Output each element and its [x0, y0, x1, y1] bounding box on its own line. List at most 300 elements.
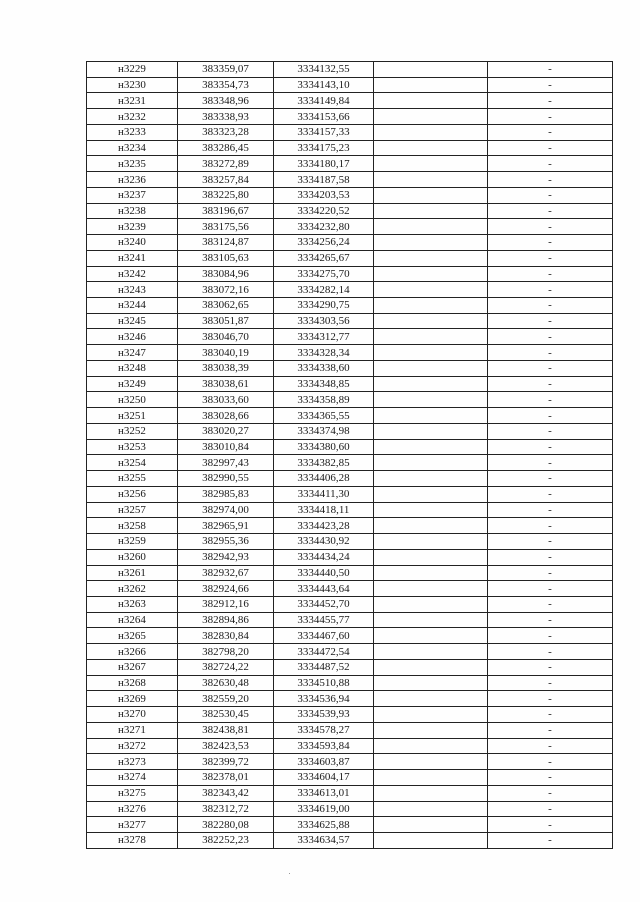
x-coordinate-cell: 382559,20 — [178, 691, 274, 707]
point-name-cell: н3251 — [87, 408, 178, 424]
y-coordinate-cell: 3334510,88 — [274, 675, 374, 691]
empty-cell — [374, 722, 488, 738]
y-coordinate-cell: 3334153,66 — [274, 109, 374, 125]
empty-cell — [374, 581, 488, 597]
point-name-cell: н3264 — [87, 612, 178, 628]
y-coordinate-cell: 3334187,58 — [274, 172, 374, 188]
y-coordinate-cell: 3334338,60 — [274, 360, 374, 376]
x-coordinate-cell: 383072,16 — [178, 282, 274, 298]
table-row — [87, 203, 613, 219]
point-name-cell: н3229 — [87, 62, 178, 78]
dash-cell: - — [488, 691, 613, 707]
empty-cell — [374, 392, 488, 408]
y-coordinate-cell: 3334180,17 — [274, 156, 374, 172]
point-name-cell: н3250 — [87, 392, 178, 408]
y-coordinate-cell: 3334303,56 — [274, 313, 374, 329]
x-coordinate-cell: 383354,73 — [178, 77, 274, 93]
empty-cell — [374, 754, 488, 770]
y-coordinate-cell: 3334348,85 — [274, 376, 374, 392]
point-name-cell: н3277 — [87, 817, 178, 833]
y-coordinate-cell: 3334290,75 — [274, 298, 374, 314]
x-coordinate-cell: 383338,93 — [178, 109, 274, 125]
x-coordinate-cell: 383062,65 — [178, 298, 274, 314]
x-coordinate-cell: 383323,28 — [178, 124, 274, 140]
x-coordinate-cell: 382530,45 — [178, 707, 274, 723]
empty-cell — [374, 707, 488, 723]
dash-cell: - — [488, 471, 613, 487]
y-coordinate-cell: 3334619,00 — [274, 801, 374, 817]
table-row — [87, 596, 613, 612]
point-name-cell: н3233 — [87, 124, 178, 140]
y-coordinate-cell: 3334382,85 — [274, 455, 374, 471]
empty-cell — [374, 439, 488, 455]
dash-cell: - — [488, 612, 613, 628]
dash-cell: - — [488, 832, 613, 848]
y-coordinate-cell: 3334203,53 — [274, 187, 374, 203]
point-name-cell: н3261 — [87, 565, 178, 581]
x-coordinate-cell: 382399,72 — [178, 754, 274, 770]
y-coordinate-cell: 3334625,88 — [274, 817, 374, 833]
x-coordinate-cell: 383051,87 — [178, 313, 274, 329]
dash-cell: - — [488, 628, 613, 644]
x-coordinate-cell: 383020,27 — [178, 423, 274, 439]
y-coordinate-cell: 3334423,28 — [274, 518, 374, 534]
empty-cell — [374, 187, 488, 203]
x-coordinate-cell: 383124,87 — [178, 235, 274, 251]
point-name-cell: н3231 — [87, 93, 178, 109]
empty-cell — [374, 376, 488, 392]
empty-cell — [374, 156, 488, 172]
table-row — [87, 770, 613, 786]
dash-cell: - — [488, 408, 613, 424]
y-coordinate-cell: 3334374,98 — [274, 423, 374, 439]
table-row — [87, 644, 613, 660]
point-name-cell: н3234 — [87, 140, 178, 156]
point-name-cell: н3246 — [87, 329, 178, 345]
dash-cell: - — [488, 360, 613, 376]
dash-cell: - — [488, 801, 613, 817]
x-coordinate-cell: 383033,60 — [178, 392, 274, 408]
point-name-cell: н3243 — [87, 282, 178, 298]
empty-cell — [374, 109, 488, 125]
x-coordinate-cell: 383105,63 — [178, 250, 274, 266]
dash-cell: - — [488, 455, 613, 471]
dash-cell: - — [488, 156, 613, 172]
y-coordinate-cell: 3334578,27 — [274, 722, 374, 738]
x-coordinate-cell: 383038,39 — [178, 360, 274, 376]
x-coordinate-cell: 383038,61 — [178, 376, 274, 392]
x-coordinate-cell: 383046,70 — [178, 329, 274, 345]
y-coordinate-cell: 3334282,14 — [274, 282, 374, 298]
empty-cell — [374, 832, 488, 848]
x-coordinate-cell: 383348,96 — [178, 93, 274, 109]
empty-cell — [374, 282, 488, 298]
empty-cell — [374, 455, 488, 471]
x-coordinate-cell: 382985,83 — [178, 486, 274, 502]
x-coordinate-cell: 382312,72 — [178, 801, 274, 817]
x-coordinate-cell: 383257,84 — [178, 172, 274, 188]
point-name-cell: н3252 — [87, 423, 178, 439]
x-coordinate-cell: 382924,66 — [178, 581, 274, 597]
point-name-cell: н3278 — [87, 832, 178, 848]
scan-speck — [289, 873, 290, 874]
empty-cell — [374, 801, 488, 817]
empty-cell — [374, 329, 488, 345]
y-coordinate-cell: 3334593,84 — [274, 738, 374, 754]
table-row — [87, 722, 613, 738]
table-row — [87, 581, 613, 597]
table-row — [87, 565, 613, 581]
y-coordinate-cell: 3334434,24 — [274, 549, 374, 565]
table-row — [87, 219, 613, 235]
point-name-cell: н3260 — [87, 549, 178, 565]
empty-cell — [374, 298, 488, 314]
table-row — [87, 408, 613, 424]
x-coordinate-cell: 382378,01 — [178, 770, 274, 786]
dash-cell: - — [488, 770, 613, 786]
y-coordinate-cell: 3334411,30 — [274, 486, 374, 502]
x-coordinate-cell: 382997,43 — [178, 455, 274, 471]
empty-cell — [374, 596, 488, 612]
x-coordinate-cell: 383286,45 — [178, 140, 274, 156]
empty-cell — [374, 770, 488, 786]
x-coordinate-cell: 382942,93 — [178, 549, 274, 565]
y-coordinate-cell: 3334430,92 — [274, 534, 374, 550]
table-row — [87, 707, 613, 723]
table-row — [87, 250, 613, 266]
y-coordinate-cell: 3334380,60 — [274, 439, 374, 455]
x-coordinate-cell: 382423,53 — [178, 738, 274, 754]
table-row — [87, 612, 613, 628]
table-row — [87, 313, 613, 329]
empty-cell — [374, 659, 488, 675]
y-coordinate-cell: 3334220,52 — [274, 203, 374, 219]
point-name-cell: н3276 — [87, 801, 178, 817]
empty-cell — [374, 219, 488, 235]
table-row — [87, 832, 613, 848]
y-coordinate-cell: 3334472,54 — [274, 644, 374, 660]
point-name-cell: н3272 — [87, 738, 178, 754]
dash-cell: - — [488, 235, 613, 251]
table-row — [87, 801, 613, 817]
empty-cell — [374, 250, 488, 266]
point-name-cell: н3239 — [87, 219, 178, 235]
table-row — [87, 392, 613, 408]
table-row — [87, 109, 613, 125]
dash-cell: - — [488, 565, 613, 581]
table-row — [87, 439, 613, 455]
table-row — [87, 360, 613, 376]
y-coordinate-cell: 3334143,10 — [274, 77, 374, 93]
dash-cell: - — [488, 707, 613, 723]
point-name-cell: н3256 — [87, 486, 178, 502]
y-coordinate-cell: 3334613,01 — [274, 785, 374, 801]
dash-cell: - — [488, 329, 613, 345]
point-name-cell: н3263 — [87, 596, 178, 612]
x-coordinate-cell: 382343,42 — [178, 785, 274, 801]
table-row — [87, 486, 613, 502]
x-coordinate-cell: 382955,36 — [178, 534, 274, 550]
x-coordinate-cell: 383040,19 — [178, 345, 274, 361]
point-name-cell: н3265 — [87, 628, 178, 644]
x-coordinate-cell: 382990,55 — [178, 471, 274, 487]
table-row — [87, 172, 613, 188]
empty-cell — [374, 62, 488, 78]
dash-cell: - — [488, 219, 613, 235]
dash-cell: - — [488, 675, 613, 691]
point-name-cell: н3273 — [87, 754, 178, 770]
y-coordinate-cell: 3334265,67 — [274, 250, 374, 266]
point-name-cell: н3238 — [87, 203, 178, 219]
table-row — [87, 124, 613, 140]
dash-cell: - — [488, 518, 613, 534]
y-coordinate-cell: 3334440,50 — [274, 565, 374, 581]
dash-cell: - — [488, 785, 613, 801]
table-row — [87, 77, 613, 93]
y-coordinate-cell: 3334157,33 — [274, 124, 374, 140]
dash-cell: - — [488, 282, 613, 298]
point-name-cell: н3275 — [87, 785, 178, 801]
y-coordinate-cell: 3334604,17 — [274, 770, 374, 786]
dash-cell: - — [488, 502, 613, 518]
point-name-cell: н3274 — [87, 770, 178, 786]
empty-cell — [374, 345, 488, 361]
dash-cell: - — [488, 596, 613, 612]
table-row — [87, 628, 613, 644]
table-row — [87, 93, 613, 109]
table-row — [87, 675, 613, 691]
y-coordinate-cell: 3334452,70 — [274, 596, 374, 612]
y-coordinate-cell: 3334536,94 — [274, 691, 374, 707]
point-name-cell: н3235 — [87, 156, 178, 172]
point-name-cell: н3254 — [87, 455, 178, 471]
table-row — [87, 518, 613, 534]
y-coordinate-cell: 3334603,87 — [274, 754, 374, 770]
table-row — [87, 471, 613, 487]
dash-cell: - — [488, 659, 613, 675]
x-coordinate-cell: 382630,48 — [178, 675, 274, 691]
x-coordinate-cell: 382912,16 — [178, 596, 274, 612]
dash-cell: - — [488, 124, 613, 140]
x-coordinate-cell: 383196,67 — [178, 203, 274, 219]
y-coordinate-cell: 3334418,11 — [274, 502, 374, 518]
empty-cell — [374, 785, 488, 801]
dash-cell: - — [488, 439, 613, 455]
y-coordinate-cell: 3334634,57 — [274, 832, 374, 848]
point-name-cell: н3266 — [87, 644, 178, 660]
dash-cell: - — [488, 644, 613, 660]
point-name-cell: н3232 — [87, 109, 178, 125]
y-coordinate-cell: 3334358,89 — [274, 392, 374, 408]
y-coordinate-cell: 3334406,28 — [274, 471, 374, 487]
table-row — [87, 738, 613, 754]
y-coordinate-cell: 3334149,84 — [274, 93, 374, 109]
point-name-cell: н3259 — [87, 534, 178, 550]
point-name-cell: н3240 — [87, 235, 178, 251]
table-row — [87, 691, 613, 707]
table-row — [87, 62, 613, 78]
x-coordinate-cell: 382280,08 — [178, 817, 274, 833]
empty-cell — [374, 612, 488, 628]
table-row — [87, 282, 613, 298]
dash-cell: - — [488, 266, 613, 282]
dash-cell: - — [488, 313, 613, 329]
point-name-cell: н3249 — [87, 376, 178, 392]
x-coordinate-cell: 383028,66 — [178, 408, 274, 424]
dash-cell: - — [488, 392, 613, 408]
empty-cell — [374, 203, 488, 219]
empty-cell — [374, 471, 488, 487]
empty-cell — [374, 817, 488, 833]
empty-cell — [374, 423, 488, 439]
point-name-cell: н3257 — [87, 502, 178, 518]
y-coordinate-cell: 3334256,24 — [274, 235, 374, 251]
x-coordinate-cell: 382438,81 — [178, 722, 274, 738]
dash-cell: - — [488, 109, 613, 125]
dash-cell: - — [488, 62, 613, 78]
dash-cell: - — [488, 203, 613, 219]
y-coordinate-cell: 3334175,23 — [274, 140, 374, 156]
coordinates-table — [86, 61, 613, 849]
point-name-cell: н3271 — [87, 722, 178, 738]
y-coordinate-cell: 3334455,77 — [274, 612, 374, 628]
y-coordinate-cell: 3334487,52 — [274, 659, 374, 675]
point-name-cell: н3253 — [87, 439, 178, 455]
dash-cell: - — [488, 250, 613, 266]
table-row — [87, 376, 613, 392]
empty-cell — [374, 172, 488, 188]
empty-cell — [374, 408, 488, 424]
x-coordinate-cell: 382894,86 — [178, 612, 274, 628]
x-coordinate-cell: 383359,07 — [178, 62, 274, 78]
table-row — [87, 659, 613, 675]
x-coordinate-cell: 383010,84 — [178, 439, 274, 455]
point-name-cell: н3247 — [87, 345, 178, 361]
dash-cell: - — [488, 738, 613, 754]
table-row — [87, 298, 613, 314]
empty-cell — [374, 93, 488, 109]
point-name-cell: н3248 — [87, 360, 178, 376]
table-row — [87, 329, 613, 345]
empty-cell — [374, 360, 488, 376]
empty-cell — [374, 140, 488, 156]
y-coordinate-cell: 3334539,93 — [274, 707, 374, 723]
point-name-cell: н3268 — [87, 675, 178, 691]
coordinates-table-body — [87, 62, 613, 849]
empty-cell — [374, 266, 488, 282]
x-coordinate-cell: 382974,00 — [178, 502, 274, 518]
table-row — [87, 423, 613, 439]
x-coordinate-cell: 382830,84 — [178, 628, 274, 644]
empty-cell — [374, 549, 488, 565]
table-row — [87, 266, 613, 282]
table-row — [87, 534, 613, 550]
point-name-cell: н3237 — [87, 187, 178, 203]
point-name-cell: н3241 — [87, 250, 178, 266]
point-name-cell: н3244 — [87, 298, 178, 314]
table-row — [87, 754, 613, 770]
empty-cell — [374, 77, 488, 93]
table-row — [87, 549, 613, 565]
x-coordinate-cell: 383225,80 — [178, 187, 274, 203]
y-coordinate-cell: 3334312,77 — [274, 329, 374, 345]
dash-cell: - — [488, 345, 613, 361]
x-coordinate-cell: 382932,67 — [178, 565, 274, 581]
x-coordinate-cell: 383084,96 — [178, 266, 274, 282]
point-name-cell: н3258 — [87, 518, 178, 534]
empty-cell — [374, 628, 488, 644]
dash-cell: - — [488, 423, 613, 439]
table-row — [87, 187, 613, 203]
y-coordinate-cell: 3334132,55 — [274, 62, 374, 78]
table-row — [87, 235, 613, 251]
table-row — [87, 156, 613, 172]
empty-cell — [374, 313, 488, 329]
empty-cell — [374, 518, 488, 534]
x-coordinate-cell: 382965,91 — [178, 518, 274, 534]
dash-cell: - — [488, 722, 613, 738]
table-row — [87, 502, 613, 518]
x-coordinate-cell: 383272,89 — [178, 156, 274, 172]
dash-cell: - — [488, 187, 613, 203]
y-coordinate-cell: 3334275,70 — [274, 266, 374, 282]
x-coordinate-cell: 382724,22 — [178, 659, 274, 675]
y-coordinate-cell: 3334467,60 — [274, 628, 374, 644]
dash-cell: - — [488, 140, 613, 156]
point-name-cell: н3230 — [87, 77, 178, 93]
table-row — [87, 785, 613, 801]
x-coordinate-cell: 382252,23 — [178, 832, 274, 848]
y-coordinate-cell: 3334365,55 — [274, 408, 374, 424]
table-row — [87, 345, 613, 361]
point-name-cell: н3245 — [87, 313, 178, 329]
point-name-cell: н3269 — [87, 691, 178, 707]
table-row — [87, 455, 613, 471]
y-coordinate-cell: 3334232,80 — [274, 219, 374, 235]
dash-cell: - — [488, 77, 613, 93]
dash-cell: - — [488, 817, 613, 833]
empty-cell — [374, 565, 488, 581]
empty-cell — [374, 675, 488, 691]
dash-cell: - — [488, 376, 613, 392]
x-coordinate-cell: 382798,20 — [178, 644, 274, 660]
empty-cell — [374, 534, 488, 550]
point-name-cell: н3242 — [87, 266, 178, 282]
point-name-cell: н3255 — [87, 471, 178, 487]
dash-cell: - — [488, 581, 613, 597]
dash-cell: - — [488, 298, 613, 314]
point-name-cell: н3267 — [87, 659, 178, 675]
dash-cell: - — [488, 93, 613, 109]
empty-cell — [374, 691, 488, 707]
empty-cell — [374, 486, 488, 502]
y-coordinate-cell: 3334443,64 — [274, 581, 374, 597]
dash-cell: - — [488, 534, 613, 550]
dash-cell: - — [488, 486, 613, 502]
point-name-cell: н3262 — [87, 581, 178, 597]
table-row — [87, 817, 613, 833]
dash-cell: - — [488, 172, 613, 188]
table-row — [87, 140, 613, 156]
empty-cell — [374, 738, 488, 754]
empty-cell — [374, 235, 488, 251]
point-name-cell: н3236 — [87, 172, 178, 188]
dash-cell: - — [488, 549, 613, 565]
y-coordinate-cell: 3334328,34 — [274, 345, 374, 361]
empty-cell — [374, 124, 488, 140]
x-coordinate-cell: 383175,56 — [178, 219, 274, 235]
point-name-cell: н3270 — [87, 707, 178, 723]
